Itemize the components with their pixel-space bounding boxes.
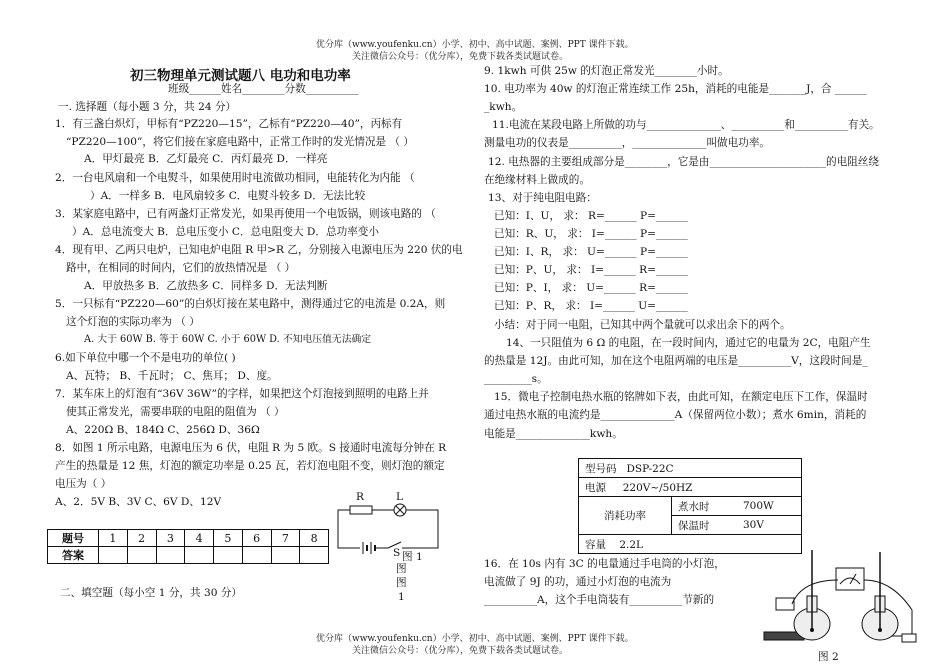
q13-known5: 已知：P、I， 求： U=______ R=______ — [494, 282, 688, 294]
q11-line2: 测量电功的仪表是__________，______________叫做电功率。 — [484, 137, 771, 149]
answer-number: 3 — [156, 530, 185, 547]
q1-options: A．甲灯最亮 B．乙灯最亮 C．丙灯最亮 D．一样亮 — [84, 153, 328, 165]
q7-line1: 7．某车床上的灯泡有“36V 36W”的字样，如果把这个灯泡接到照明的电路上并 — [55, 388, 429, 400]
page-title: 初三物理单元测试题八 电功和电功率 — [130, 68, 351, 84]
footer-line2: 关注微信公众号：（优分库），免费下载各类试题试卷。 — [352, 646, 569, 656]
q16-line3: __________A，这个手电筒装有__________节新的 — [484, 594, 715, 606]
answer-number: 1 — [99, 530, 128, 547]
footer-line1: 优分库（www.youfenku.cn）小学、初中、高中试题、案例、PPT 课件下载。 — [316, 634, 634, 644]
spec-keep-value: 30V — [737, 516, 802, 535]
spec-model-value: DSP-22C — [626, 462, 674, 475]
figure1-label-l: L — [396, 491, 404, 503]
spec-model-label: 型号码 — [585, 462, 617, 475]
spec-capacity-value: 2.2L — [619, 538, 644, 551]
answer-number: 6 — [242, 530, 271, 547]
answer-number: 4 — [185, 530, 214, 547]
answer-cell[interactable] — [300, 547, 329, 564]
figure2-caption: 图 2 — [818, 651, 839, 663]
answer-cell[interactable] — [127, 547, 156, 564]
q12-line1: 12. 电热器的主要组成部分是________，它是由______________________的电阻丝绕 — [488, 156, 879, 168]
q1-line2: “PZ220—100”，将它们接在家庭电路中，正常工作时的发光情况是 （ ） — [66, 136, 414, 148]
circuit-diagram-figure1 — [330, 492, 450, 562]
q10-line2: _kwh。 — [484, 101, 523, 113]
answer-number: 8 — [300, 530, 329, 547]
q14-line2: 的热量是 12J。由此可知，加在这个电阻两端的电压是__________V，这段时间是_ — [484, 355, 868, 367]
q14-line3: _________s。 — [484, 373, 548, 385]
answer-table-answer-label: 答案 — [48, 547, 99, 564]
spec-keep-label: 保温时 — [672, 516, 737, 535]
section-choice-heading: 一. 选择题（每小题 3 分，共 24 分） — [58, 101, 237, 113]
answer-cell[interactable] — [242, 547, 271, 564]
student-info: 班级______姓名________分数__________ — [168, 83, 359, 95]
answer-cell[interactable] — [271, 547, 300, 564]
header-line1: 优分库（www.youfenku.cn）小学、初中、高中试题、案例、PPT 课件下载。 — [316, 40, 634, 50]
q13-known1: 已知：I、U， 求： R=______ P=______ — [494, 210, 688, 222]
figure1-extra2: 图 — [396, 577, 407, 589]
q13-known6: 已知：P、R， 求： I=______ U=______ — [494, 300, 688, 312]
spec-capacity-label: 容量 — [585, 538, 606, 551]
figure1-label-r: R — [356, 491, 364, 503]
q3-line1: 3．某家庭电路中，已有两盏灯正常发光，如果再使用一个电饭锅，则该电路的 （ — [55, 208, 436, 220]
answer-table-number-label: 题号 — [48, 530, 99, 547]
spec-consume-label: 消耗功率 — [579, 497, 672, 535]
figure1-extra3: 1 — [398, 591, 405, 603]
q10-line1: 10. 电功率为 40w 的灯泡正常连续工作 25h，消耗的电能是_______J，合 ______ — [484, 83, 867, 95]
q13-heading: 13、对于纯电阻电路： — [488, 192, 597, 204]
meter-box — [836, 568, 864, 590]
answer-number: 5 — [214, 530, 243, 547]
spec-boil-value: 700W — [737, 497, 802, 516]
q5-options: A. 大于 60W B. 等于 60W C. 小于 60W D. 不知电压值无法确定 — [84, 334, 372, 345]
q2-line1: 2．一台电风扇和一个电熨斗，如果使用时电流做功相同，电能转化为内能 （ — [55, 172, 415, 184]
q13-known4: 已知：P、U， 求： I=______ R=______ — [494, 264, 688, 276]
q4-line2: 路中，在相同的时间内，它们的放热情况是 （ ） — [66, 262, 296, 274]
spec-boil-label: 煮水时 — [672, 497, 737, 516]
spec-power-row — [579, 478, 802, 497]
q7-options: A、220Ω B、184Ω C、256Ω D、36Ω — [66, 424, 260, 436]
q6-line1: 6.如下单位中哪一个不是电功的单位( ) — [55, 352, 236, 364]
q8-line1: 8．如图 1 所示电路，电源电压为 6 伏，电阻 R 为 5 欧。S 接通时电流每分钟在 R — [55, 442, 447, 454]
apparatus-figure2 — [762, 540, 922, 648]
spec-power-label: 电源 — [585, 481, 606, 494]
q15-line3: 电能是______________kwh。 — [484, 428, 623, 440]
answer-cell[interactable] — [156, 547, 185, 564]
q13-summary: 小结：对于同一电阻，已知其中两个量就可以求出余下的两个。 — [494, 319, 791, 331]
q1-line1: 1．有三盏白炽灯，甲标有“PZ220—15”，乙标有“PZ220—40”，丙标有 — [55, 118, 403, 130]
q15-line1: 15．微电子控制电热水瓶的铭牌如下表，由此可知，在额定电压下工作，保温时 — [494, 391, 868, 403]
q9: 9. 1kwh 可供 25w 的灯泡正常发光________小时。 — [484, 65, 729, 77]
q12-line2: 在绝缘材料上做成的。 — [484, 174, 590, 186]
q15-line2: 通过电热水瓶的电流约是______________A（保留两位小数）；煮水 6min，消耗的 — [484, 409, 867, 421]
section-fill-heading: 二、填空题（每小空 1 分，共 30 分） — [60, 587, 243, 599]
q3-options: ）A．总电流变大 B．总电压变小 C．总电阻变大 D．总功率变小 — [72, 226, 379, 238]
answer-cell[interactable] — [185, 547, 214, 564]
q16-line1: 16．在 10s 内有 3C 的电量通过手电筒的小灯泡， — [484, 558, 725, 570]
q6-options: A、瓦特； B、千瓦时； C、焦耳； D、度。 — [66, 370, 278, 382]
q8-line2: 产生的热量是 12 焦，灯泡的额定功率是 0.25 瓦，若灯泡电阻不变，则灯泡的额定 — [55, 460, 445, 472]
q13-known3: 已知：I、R， 求： U=______ P=______ — [494, 246, 688, 258]
spec-model-row — [579, 459, 802, 478]
q11-line1: 11.电流在某段电路上所做的功与______________、__________和__________有关。 — [492, 119, 880, 131]
answer-table — [47, 529, 329, 564]
q7-line2: 使其正常发光，需要串联的电阻的阻值为 （ ） — [66, 406, 285, 418]
answer-cell[interactable] — [214, 547, 243, 564]
answer-cell[interactable] — [99, 547, 128, 564]
q5-line1: 5．一只标有“PZ220—60”的白炽灯接在某电路中，测得通过它的电流是 0.2A，则 — [55, 298, 446, 310]
figure1-label-s: S — [393, 547, 401, 559]
q5-line2: 这个灯泡的实际功率为 （ ） — [66, 316, 200, 328]
q14-line1: 14、一只阻值为 6 Ω 的电阻，在一段时间内，通过它的电量为 2C，电阻产生 — [506, 337, 871, 349]
q2-options: ）A．一样多 B．电风扇较多 C．电熨斗较多 D．无法比较 — [90, 190, 366, 202]
answer-number: 7 — [271, 530, 300, 547]
figure1-extra1: 图 — [396, 563, 407, 575]
q8-line3: 电压为（ ） — [55, 478, 112, 490]
resistor-symbol — [350, 506, 372, 514]
spec-power-value: 220V~/50HZ — [622, 481, 693, 494]
q4-line1: 4．现有甲、乙两只电炉，已知电炉电阻 R 甲>R 乙，分别接入电源电压为 220 伏的电 — [55, 244, 463, 256]
answer-number: 2 — [127, 530, 156, 547]
header-line2: 关注微信公众号：（优分库），免费下载各类试题试卷。 — [352, 52, 569, 62]
q16-line2: 电流做了 9J 的功，通过小灯泡的电流为 — [484, 576, 672, 588]
q13-known2: 已知：R、U， 求： I=______ P=______ — [494, 228, 688, 240]
q4-options: A．甲放热多 B．乙放热多 C．同样多 D．无法判断 — [84, 280, 328, 292]
q8-options: A、2．5V B、3V C、6V D、12V — [55, 496, 222, 508]
figure1-caption: 图 1 — [402, 551, 423, 563]
